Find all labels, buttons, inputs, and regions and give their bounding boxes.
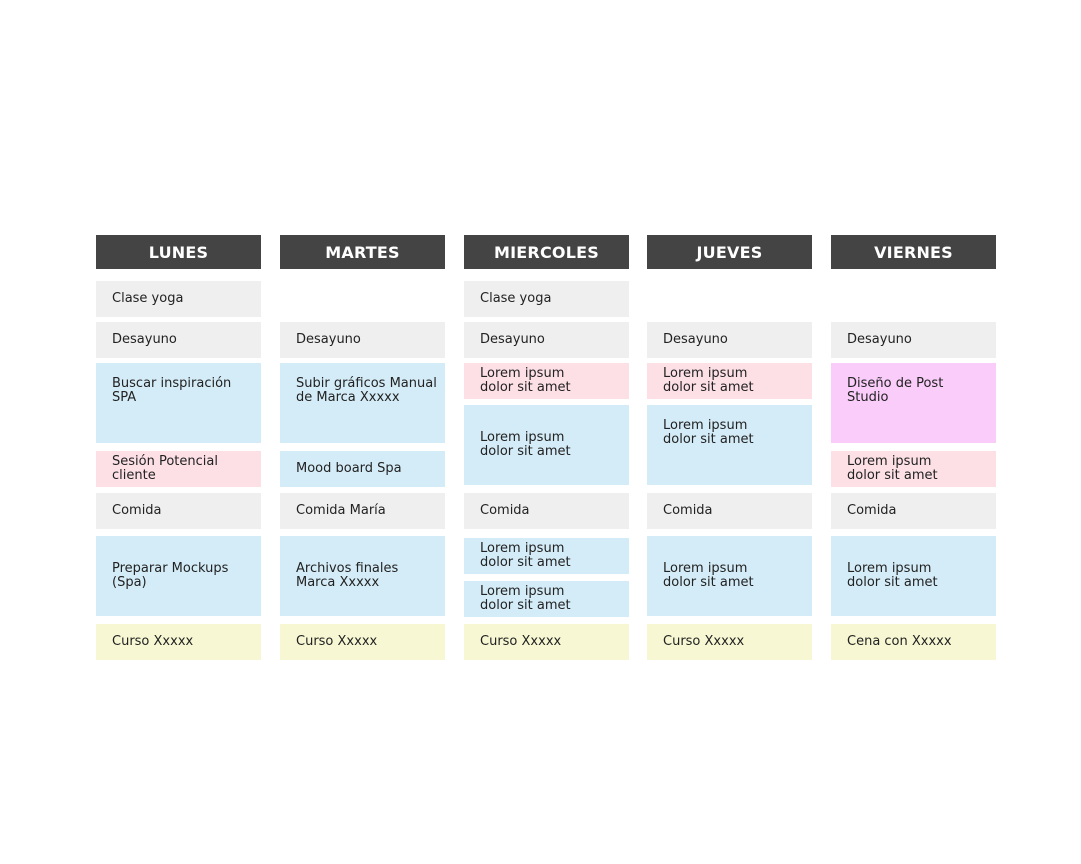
event-block[interactable]: Desayuno	[647, 322, 812, 358]
day-header-jueves: JUEVES	[647, 235, 812, 269]
event-block[interactable]: Desayuno	[464, 322, 629, 358]
event-block[interactable]: Lorem ipsum dolor sit amet	[831, 451, 996, 487]
event-block[interactable]: Sesión Potencial cliente	[96, 451, 261, 487]
event-block[interactable]: Desayuno	[280, 322, 445, 358]
day-header-viernes: VIERNES	[831, 235, 996, 269]
event-block[interactable]: Clase yoga	[464, 281, 629, 317]
event-block[interactable]: Desayuno	[96, 322, 261, 358]
day-header-lunes: LUNES	[96, 235, 261, 269]
event-block[interactable]: Comida	[647, 493, 812, 529]
event-block[interactable]: Clase yoga	[96, 281, 261, 317]
event-block[interactable]: Buscar inspiración SPA	[96, 363, 261, 443]
event-block[interactable]: Lorem ipsum dolor sit amet	[647, 363, 812, 399]
day-header-martes: MARTES	[280, 235, 445, 269]
event-block[interactable]: Lorem ipsum dolor sit amet	[464, 363, 629, 399]
event-block[interactable]: Comida	[464, 493, 629, 529]
event-block[interactable]: Cena con Xxxxx	[831, 624, 996, 660]
event-block[interactable]: Subir gráficos Manual de Marca Xxxxx	[280, 363, 445, 443]
event-block[interactable]: Lorem ipsum dolor sit amet	[831, 536, 996, 616]
event-block[interactable]: Curso Xxxxx	[647, 624, 812, 660]
event-block[interactable]: Desayuno	[831, 322, 996, 358]
event-block[interactable]: Curso Xxxxx	[96, 624, 261, 660]
event-block[interactable]: Archivos finales Marca Xxxxx	[280, 536, 445, 616]
event-block[interactable]: Mood board Spa	[280, 451, 445, 487]
event-block[interactable]: Preparar Mockups (Spa)	[96, 536, 261, 616]
event-block[interactable]: Lorem ipsum dolor sit amet	[647, 536, 812, 616]
event-block[interactable]: Curso Xxxxx	[280, 624, 445, 660]
event-block[interactable]: Comida	[96, 493, 261, 529]
event-block[interactable]: Lorem ipsum dolor sit amet	[464, 581, 629, 617]
event-block[interactable]: Curso Xxxxx	[464, 624, 629, 660]
event-block[interactable]: Lorem ipsum dolor sit amet	[647, 405, 812, 485]
event-block[interactable]: Diseño de Post Studio	[831, 363, 996, 443]
event-block[interactable]: Comida María	[280, 493, 445, 529]
event-block[interactable]: Comida	[831, 493, 996, 529]
event-block[interactable]: Lorem ipsum dolor sit amet	[464, 538, 629, 574]
event-block[interactable]: Lorem ipsum dolor sit amet	[464, 405, 629, 485]
day-header-miercoles: MIERCOLES	[464, 235, 629, 269]
